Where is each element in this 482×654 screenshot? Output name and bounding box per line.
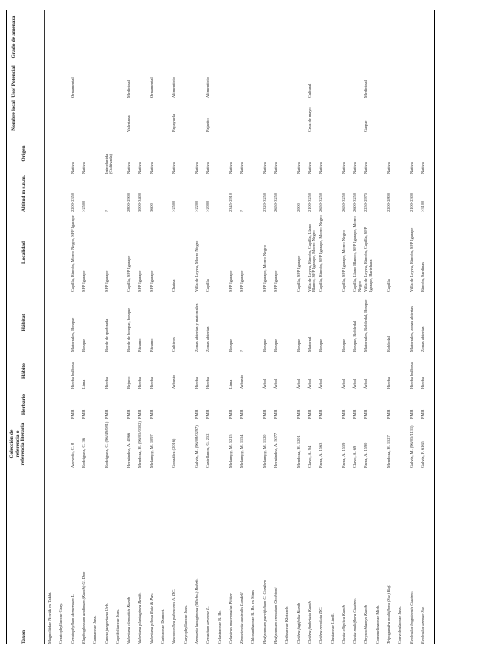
cell-taxon: Ceratophyllum demersum L.	[69, 593, 75, 644]
cell-habitat: Bosque	[318, 338, 324, 352]
cell-altitude: >2000	[205, 200, 211, 212]
table-row	[127, 10, 138, 644]
cell-taxon: Evolvulus bogotensis Cuatrec.	[408, 590, 414, 644]
cell-altitude: 2250-2975	[363, 192, 369, 212]
column-header-herbarium: Herbario	[21, 394, 27, 415]
cell-herbarium: PMB	[352, 409, 358, 419]
cell-herbarium: PMB	[148, 409, 154, 419]
cell-habitat: Cultivos	[171, 337, 177, 352]
family-row	[59, 10, 70, 644]
family-row	[184, 10, 195, 644]
family-row	[161, 10, 172, 644]
cell-reference: Parra, A. 1590	[363, 442, 369, 468]
cell-habit: Árbol	[261, 378, 267, 389]
cell-habitat: Zonas abiertas	[419, 326, 425, 352]
cell-habitat: Bosque	[261, 338, 267, 352]
cell-habitat: Matorrales, Robledal, Bosque	[363, 299, 369, 352]
cell-locality: SFP Igarape	[103, 270, 109, 292]
cell-origin: Nativa	[261, 162, 267, 174]
cell-use: Alimenticio	[171, 77, 177, 98]
cell-taxon: Commelinaceae Mirb.	[374, 604, 380, 644]
cell-reference: Castellanos, G. 252	[205, 433, 211, 468]
cell-taxon: Cerastium arvense L.	[205, 606, 211, 644]
cell-altitude: 2100-3250	[306, 192, 312, 212]
family-row	[93, 10, 104, 644]
cell-habitat: Matorrales, Bosque	[69, 317, 75, 352]
cell-altitude: 3600	[148, 203, 154, 212]
cell-locality: Villa de Leyva, Rincón, Capilla, Llano Blanco, SFP Igarape, Morro Negro	[306, 223, 317, 292]
cell-reference: Clavo, A. 69	[352, 445, 358, 468]
column-header-threat: Grado de amenaza	[11, 15, 17, 59]
table-row	[206, 10, 217, 644]
cell-herbarium: PMB	[137, 409, 143, 419]
cell-habit: Árbol	[318, 378, 324, 389]
cell-altitude: 2100-2300	[408, 192, 414, 212]
cell-taxon: Clethra revoluta DC.	[318, 606, 324, 644]
cell-altitude: >2500	[80, 200, 86, 212]
cell-taxon: Arenaria lanuginosa (Michx.) Rohrb.	[193, 578, 199, 644]
cell-locality: Capilla	[205, 279, 211, 292]
cell-habit: Hierba	[205, 377, 211, 389]
cell-origin: Nativa	[340, 162, 346, 174]
cell-herbarium: PMB	[340, 409, 346, 419]
cell-reference: González (2016)	[171, 438, 177, 468]
cell-habitat: Borde de quebrada	[103, 318, 109, 352]
column-header-origin: Origen	[21, 145, 27, 162]
cell-use: Ornamental	[69, 77, 75, 98]
cell-reference: Parra, A. 1563	[318, 442, 324, 468]
cell-use: Ornamental	[148, 77, 154, 98]
cell-origin: Nativa	[318, 162, 324, 174]
cell-taxon: Chloranthaceae R. Br. ex Sims	[250, 590, 256, 644]
cell-locality: SFP Igarape	[273, 270, 278, 292]
cell-herbarium: PMB	[318, 409, 324, 419]
cell-altitude: 3000-3400	[137, 192, 143, 212]
cell-taxon: Cannaceae Juss.	[92, 615, 98, 644]
data-table	[4, 10, 472, 644]
cell-taxon: Caricaceae Dumort.	[160, 608, 165, 644]
cell-origin: Nativa	[227, 162, 233, 174]
table-row	[319, 10, 330, 644]
cell-habitat: Zonas abiertas y matorrales	[193, 303, 199, 352]
cell-origin: Nativa	[239, 162, 245, 174]
cell-origin: Nativa	[273, 162, 278, 174]
cell-origin: Nativa	[363, 162, 369, 174]
table-row	[150, 10, 161, 644]
cell-locality: Chaina	[171, 279, 177, 292]
cell-habit: Hierba bulbosa	[69, 362, 75, 389]
family-row	[285, 10, 296, 644]
table-row	[240, 10, 251, 644]
cell-taxon: Clusia multiflora Cuatrec.	[352, 597, 358, 644]
table-row	[274, 10, 285, 644]
table-top-rule	[6, 10, 7, 644]
cell-reference: Galvis, F. 6165	[419, 441, 425, 468]
cell-habitat: Matorrales, zonas abiertas	[408, 306, 414, 352]
cell-altitude: 2800-2900	[126, 192, 132, 212]
cell-taxon: Celastrus mucronatus Pittier	[227, 593, 233, 644]
cell-habit: Árbol	[295, 378, 301, 389]
cell-reference: Melampy, M. 5215	[227, 434, 233, 468]
column-header-habitat: Hábitat	[21, 313, 27, 332]
cell-reference: Mendoza, H. 1201	[295, 435, 301, 468]
table-row	[82, 10, 93, 644]
table-row	[172, 10, 183, 644]
cell-locality: SFP Igarape	[80, 270, 86, 292]
cell-locality: SFP Igarape, Morro Negro	[261, 245, 267, 292]
cell-habit: Hierba	[148, 377, 154, 389]
cell-origin: Nativa	[295, 162, 301, 174]
table-row	[297, 10, 308, 644]
cell-habitat: Bosque	[227, 338, 233, 352]
cell-herbarium: PMB	[80, 409, 86, 419]
cell-reference: Parra, A. 1559	[340, 442, 346, 468]
cell-habitat: ?	[239, 350, 245, 352]
cell-use: Medicinal	[363, 80, 369, 98]
family-row	[218, 10, 229, 644]
table-row	[138, 10, 149, 644]
column-header-taxon: Taxon	[21, 630, 27, 644]
cell-local-name: Cruz de mayo	[306, 107, 312, 132]
cell-altitude: 2600-3250	[352, 192, 358, 212]
cell-taxon: Caprifoliaceae Juss.	[114, 608, 120, 644]
cell-herbarium: PMB	[126, 409, 132, 419]
cell-taxon: Ceratophyllaceae Gray.	[58, 602, 64, 644]
table-row	[364, 10, 375, 644]
cell-habit: Bejuco	[126, 376, 132, 389]
family-row	[48, 10, 59, 644]
cell-altitude: 2000	[295, 203, 301, 212]
cell-locality: Rincón, Sardinas	[419, 262, 425, 292]
cell-habit: Lima	[80, 379, 86, 389]
cell-origin: Nativa	[137, 162, 143, 174]
table-row	[387, 10, 398, 644]
cell-locality: SFP Igarape	[239, 270, 245, 292]
cell-herbarium: PMB	[273, 409, 278, 419]
cell-origin: Introducida (Cultivada)	[103, 153, 114, 174]
cell-habitat: Robledal	[386, 336, 391, 352]
cell-altitude: ?	[103, 210, 109, 212]
cell-habitat: Matorral	[306, 336, 312, 352]
cell-origin: Nativa	[386, 162, 391, 174]
cell-reference: Hernández, A. 4966	[126, 432, 132, 468]
cell-altitude: 2650-3250	[273, 192, 278, 212]
cell-origin: Nativa	[69, 162, 75, 174]
cell-altitude: >2500	[171, 200, 177, 212]
cell-habit: Árbol	[340, 378, 346, 389]
cell-altitude: 2200-2800	[386, 192, 391, 212]
cell-habit: Arbusto	[239, 374, 245, 389]
cell-locality: Villa de Leyva, Rincón, Capilla, SFP Igarape, Barichara	[363, 227, 373, 292]
cell-locality: Capilla, SFP Igarape	[126, 255, 132, 292]
cell-use: Alimenticio	[205, 77, 211, 98]
cell-taxon: Hedyosmum parvifolium C. Cordero	[261, 579, 267, 644]
cell-taxon: Chrysochlamys Kunth	[363, 605, 369, 644]
cell-reference: Galvis, M. (96/08/0297)	[193, 425, 199, 468]
column-header-locality: Localidad	[21, 241, 27, 264]
cell-reference: Mendoza, H. (96/05/0302)	[137, 421, 143, 468]
cell-origin: Nativa	[408, 162, 414, 174]
table-row	[410, 10, 421, 644]
cell-taxon: Hedyosmum crenatum Occhioni	[273, 587, 278, 644]
cell-origin: Nativa	[171, 162, 177, 174]
cell-taxon: Zinowiewia australis Lundell	[239, 592, 245, 644]
cell-reference: Rodríguez, C. 36	[80, 438, 86, 468]
cell-locality: Villa de Leyva, Rincón, SFP Igarape	[408, 227, 414, 292]
cell-origin: Nativa	[419, 162, 425, 174]
cell-local-name: Pajarito	[205, 118, 211, 132]
cell-altitude: >2200	[193, 200, 199, 212]
cell-taxon: Valeriana pilosa Ruiz & Pav.	[148, 592, 154, 644]
cell-taxon: Tripogandra multiflora (Sw.) Raf.	[386, 584, 391, 644]
cell-habit: Árbol	[306, 378, 312, 389]
cell-altitude: ?	[239, 210, 245, 212]
cell-use: Cultural	[306, 83, 312, 98]
cell-taxon: Clusiaceae Lindl.	[329, 613, 335, 644]
cell-local-name: Papayuela	[171, 113, 177, 132]
cell-taxon: Valeriana clematitis Kunth	[126, 596, 132, 644]
cell-herbarium: PMB	[408, 409, 414, 419]
cell-origin: Nativa	[193, 162, 199, 174]
cell-habit: Hierba	[193, 377, 199, 389]
cell-herbarium: PMB	[227, 409, 233, 419]
cell-herbarium: PMB	[205, 409, 211, 419]
cell-habit: Hierba	[386, 377, 391, 389]
cell-altitude: 2650-3250	[340, 192, 346, 212]
cell-altitude: 2345-2910	[227, 192, 233, 212]
family-row	[376, 10, 387, 644]
cell-origin: Nativa	[352, 162, 358, 174]
cell-habit: Hierba	[103, 377, 109, 389]
cell-taxon: Vasconcellea pubescens A. DC.	[171, 588, 177, 644]
cell-habit: Hierba bulbosa	[408, 362, 414, 389]
cell-herbarium: PMB	[103, 409, 109, 419]
table-row	[308, 10, 319, 644]
cell-locality: SFP Igarape	[148, 270, 154, 292]
cell-taxon: Valeriana plantaginea Benth.	[137, 592, 143, 644]
cell-locality: Capilla, Llano Blanco, SFP Igarape, Morro Negro	[352, 216, 362, 292]
cell-locality: Capilla, SFP Igarape	[295, 255, 301, 292]
cell-reference: Mendoza, H. 1527	[386, 435, 391, 468]
family-row	[331, 10, 342, 644]
cell-herbarium: PMB	[386, 409, 391, 419]
cell-herbarium: PMB	[306, 409, 312, 419]
cell-origin: Nativa	[306, 162, 312, 174]
cell-altitude: 2200-2350	[69, 192, 75, 212]
cell-habit: Lima	[227, 379, 233, 389]
cell-habit: Árbol	[363, 378, 369, 389]
cell-taxon: Elaphoglossum andinum (Kunth) G. Don	[80, 571, 86, 644]
table-row	[421, 10, 432, 644]
cell-herbarium: PMB	[295, 409, 301, 419]
cell-habit: Árbol	[352, 378, 358, 389]
cell-taxon: Convolvulaceae Juss.	[397, 606, 403, 644]
cell-reference: Azevedo, C. 8	[69, 442, 75, 468]
cell-habitat: Bosque	[295, 338, 301, 352]
cell-locality: Capilla, SFP Igarape, Morro Negro	[340, 230, 346, 292]
cell-altitude: >3100	[419, 200, 425, 212]
table-row	[229, 10, 240, 644]
table-bottom-rule	[434, 10, 435, 644]
cell-altitude: 2650-3250	[318, 192, 324, 212]
cell-habitat: Páramo	[137, 338, 143, 352]
cell-taxon: Clethra fagifolia Kunth	[295, 602, 301, 644]
cell-habitat: Borde de bosque, bosque	[126, 307, 132, 352]
cell-local-name: Gaque	[363, 120, 369, 132]
cell-taxon: Clethraceae Klotzsch	[284, 606, 290, 644]
cell-herbarium: PMB	[193, 409, 199, 419]
cell-reference: Galvis, M. (96/05/1131)	[408, 425, 414, 468]
cell-habitat: Bosque	[340, 338, 346, 352]
cell-taxon: Canna jaegeriana Urb.	[103, 602, 109, 644]
cell-habit: Arbusto	[171, 374, 177, 389]
cell-taxon: Magnoliidae Novák ex Takht.	[47, 591, 52, 644]
cell-reference: Melampy, M. 1154	[239, 434, 245, 468]
family-row	[398, 10, 409, 644]
family-row	[251, 10, 262, 644]
cell-habitat: Zonas abiertas	[205, 326, 211, 352]
cell-taxon: Clethra fimbriata Kunth	[306, 601, 312, 644]
cell-taxon: Evolvulus arenae Sw.	[419, 606, 425, 644]
column-header-local-name: Nombre local	[11, 100, 17, 131]
table-row	[71, 10, 82, 644]
cell-herbarium: PMB	[261, 409, 267, 419]
cell-reference: Clavo, A. 94	[306, 445, 312, 468]
cell-habit: Hierba	[419, 377, 425, 389]
cell-herbarium: PMB	[239, 409, 245, 419]
table-row	[263, 10, 274, 644]
cell-habitat: Bosque	[80, 338, 86, 352]
cell-habitat: Bosque, Robledal	[352, 320, 358, 352]
header-bottom-rule	[44, 10, 45, 644]
cell-habitat: Páramo	[148, 338, 154, 352]
column-header-use: Uso/ Potencial	[11, 65, 17, 98]
cell-taxon: Caryophyllaceae Juss.	[182, 604, 188, 644]
cell-reference: Melampy, M. 1120	[261, 434, 267, 468]
column-header-altitude: Altitud m s.n.m.	[21, 175, 27, 212]
cell-use: Medicinal	[126, 80, 132, 98]
cell-locality: SFP Igarape	[137, 270, 143, 292]
table-row	[105, 10, 116, 644]
cell-reference: Melampy, M. 1097	[148, 434, 154, 468]
cell-habitat: Bosque	[273, 338, 278, 352]
column-header-reference: Colección de referencia o referencia literaria	[9, 422, 27, 466]
cell-herbarium: PMB	[69, 409, 75, 419]
cell-taxon: Celastraceae R. Br.	[216, 610, 222, 644]
cell-herbarium: PMB	[363, 409, 369, 419]
cell-locality: Capilla, Rincón, Morro Negro, SFP Igarape	[69, 215, 75, 292]
cell-habit: Árbol	[273, 378, 278, 389]
cell-origin: Nativa	[205, 162, 211, 174]
cell-altitude: 2320-3250	[261, 192, 267, 212]
cell-reference: Rodríguez, C. (96/49/081)	[103, 421, 109, 468]
cell-origin: Nativa	[80, 162, 86, 174]
cell-local-name: Valeriana	[126, 115, 132, 132]
cell-origin: Nativa	[126, 162, 132, 174]
cell-locality: Capilla	[386, 279, 391, 292]
cell-locality: SFP Igarape	[227, 270, 233, 292]
cell-locality: Villa de Leyva, Morro Negro	[193, 240, 199, 292]
cell-reference: Hernández, A. 5077	[273, 432, 278, 468]
column-header-habit: Hábito	[21, 363, 27, 379]
cell-herbarium: PMB	[419, 409, 425, 419]
cell-origin: Nativa	[148, 162, 154, 174]
cell-locality: Capilla, Rincón, SFP Igarape, Morro Negro	[318, 215, 324, 292]
cell-habit: Hierba	[137, 377, 143, 389]
cell-taxon: Clusia elliptica Kunth	[340, 605, 346, 644]
